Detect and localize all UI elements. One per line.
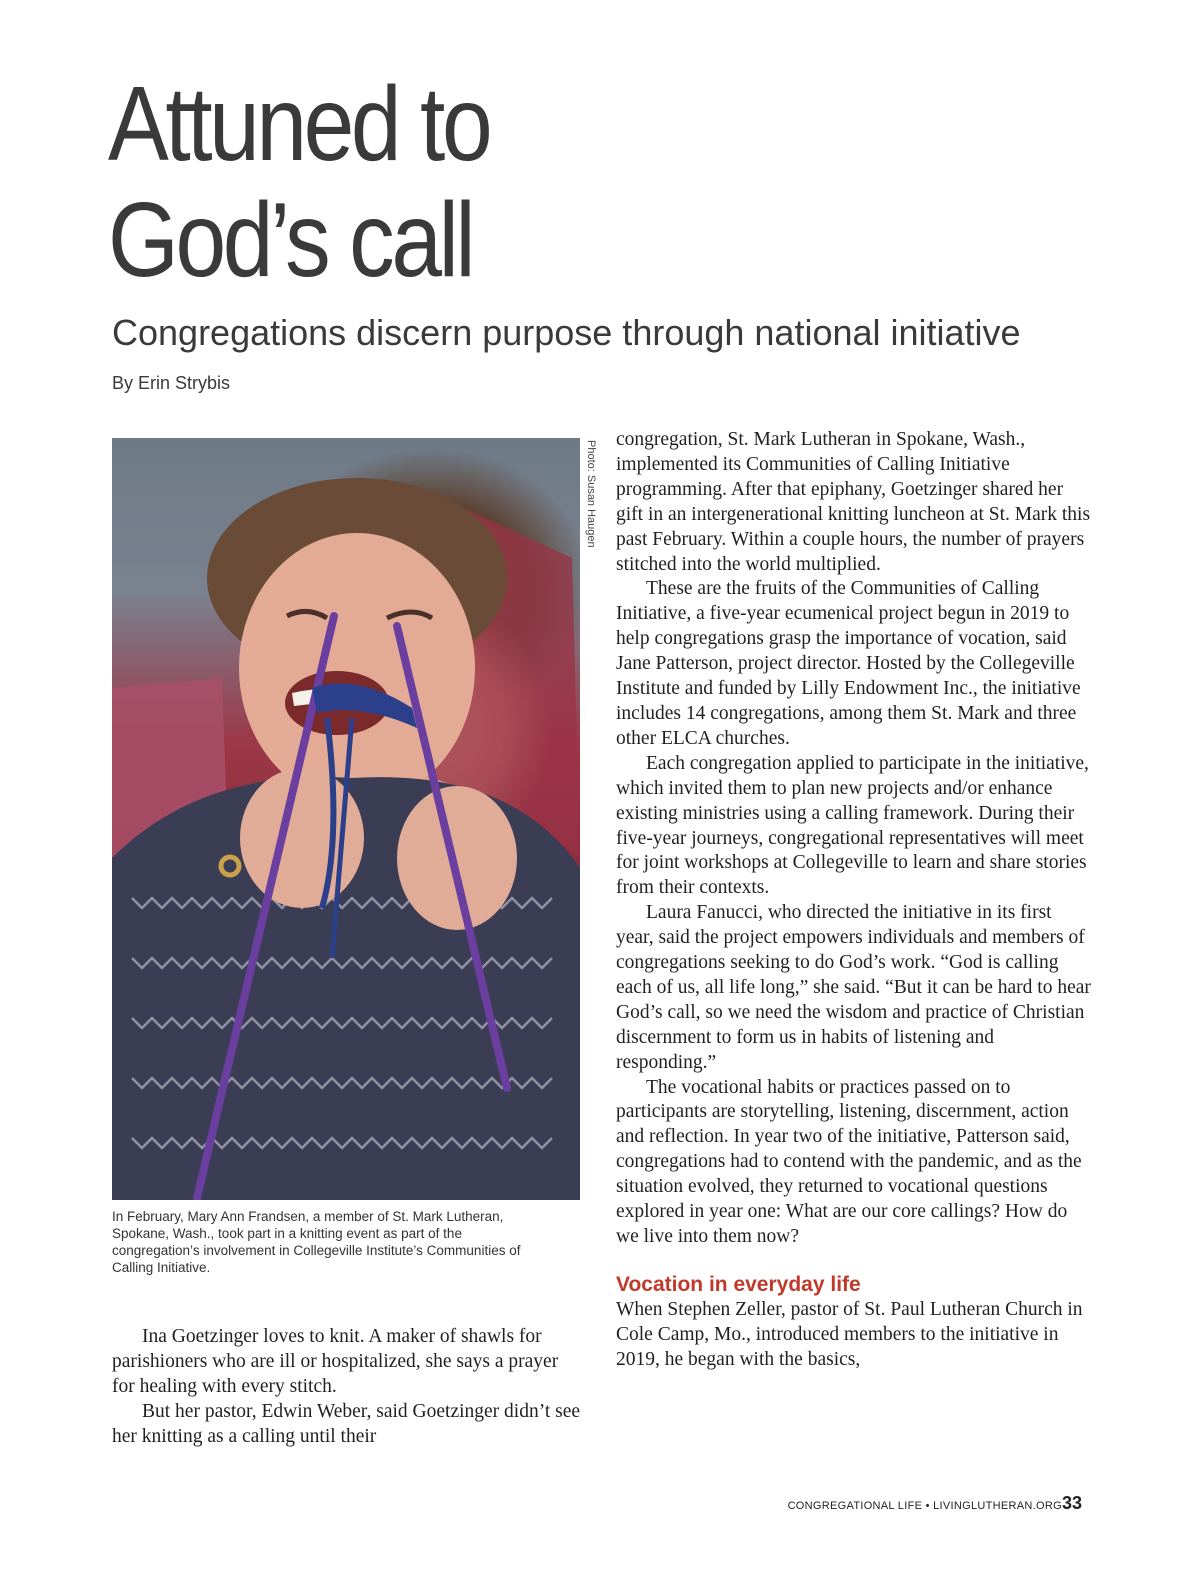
body-paragraph: Laura Fanucci, who directed the initiative in its first year, said the project empowers individuals and members of congregations seeking to do God’s work. “God is calling each of us, all life long,” she said. “But it can be hard to hear God’s call, so we need the wisdom and practice of Christian discernment to form us in habits of listening and responding.” <box>616 902 1091 1073</box>
photo-caption: In February, Mary Ann Frandsen, a member of St. Mark Lutheran, Spokane, Wash., took part in a knitting event as part of the congregation’s involvement in Collegeville Institute’s Communities of Calling Initiative. <box>112 1209 521 1275</box>
body-paragraph: These are the fruits of the Communities of Calling Initiative, a five-year ecumenical project begun in 2019 to help congregations grasp the importance of vocation, said Jane Patterson, project director. Hosted by the Collegeville Institute and funded by Lilly Endowment Inc., the initiative includes 14 congregations, among them St. Mark and three other ELCA churches. <box>616 578 1081 749</box>
section-subhead: Vocation in everyday life <box>616 1272 861 1296</box>
body-paragraph: The vocational habits or practices passed on to participants are storytelling, listening, discernment, action and reflection. In year two of the initiative, Patterson said, congregations had to contend with the pandemic, and as the situation evolved, they returned to vocational questions explored in year one: What are our core callings? How do we live into them now? <box>616 1076 1082 1247</box>
page-number: 33 <box>1061 1493 1082 1513</box>
body-column-right <box>616 428 1092 1373</box>
body-paragraph: But her pastor, Edwin Weber, said Goetzinger didn’t see her knitting as a calling until their <box>112 1400 581 1447</box>
article-subtitle: Congregations discern purpose through national initiative <box>112 312 1021 353</box>
title-line-2: God’s call <box>108 181 473 299</box>
photo-credit: Photo: Susan Haugen <box>585 440 597 548</box>
body-paragraph: Ina Goetzinger loves to knit. A maker of shawls for parishioners who are ill or hospitalized, she says a prayer for healing with every stitch. <box>112 1326 559 1397</box>
article-title <box>108 66 489 298</box>
body-paragraph: When Stephen Zeller, pastor of St. Paul Lutheran Church in Cole Camp, Mo., introduced members to the initiative in 2019, he began with the basics, <box>616 1298 1083 1370</box>
knitting-photo-illustration <box>112 438 580 1200</box>
knitting-photo <box>112 438 580 1200</box>
byline: By Erin Strybis <box>112 373 231 393</box>
page-footer <box>788 1493 1082 1514</box>
title-line-1: Attuned to <box>108 65 490 183</box>
footer-section-label: CONGREGATIONAL LIFE • LIVINGLUTHERAN.ORG <box>787 1500 1062 1512</box>
body-column-left <box>112 1325 582 1450</box>
body-paragraph: congregation, St. Mark Lutheran in Spokane, Wash., implemented its Communities of Calling Initiative programming. After that epiphany, Goetzinger shared her gift in an intergenerational knitting luncheon at St. Mark this past February. Within a couple hours, the number of prayers stitched into the world multiplied. <box>616 429 1091 575</box>
body-paragraph: Each congregation applied to participate in the initiative, which invited them to plan new projects and/or enhance existing ministries using a calling framework. During their five-year journeys, congregational representatives will meet for joint workshops at Collegeville to learn and share stories from their contexts. <box>616 752 1089 899</box>
